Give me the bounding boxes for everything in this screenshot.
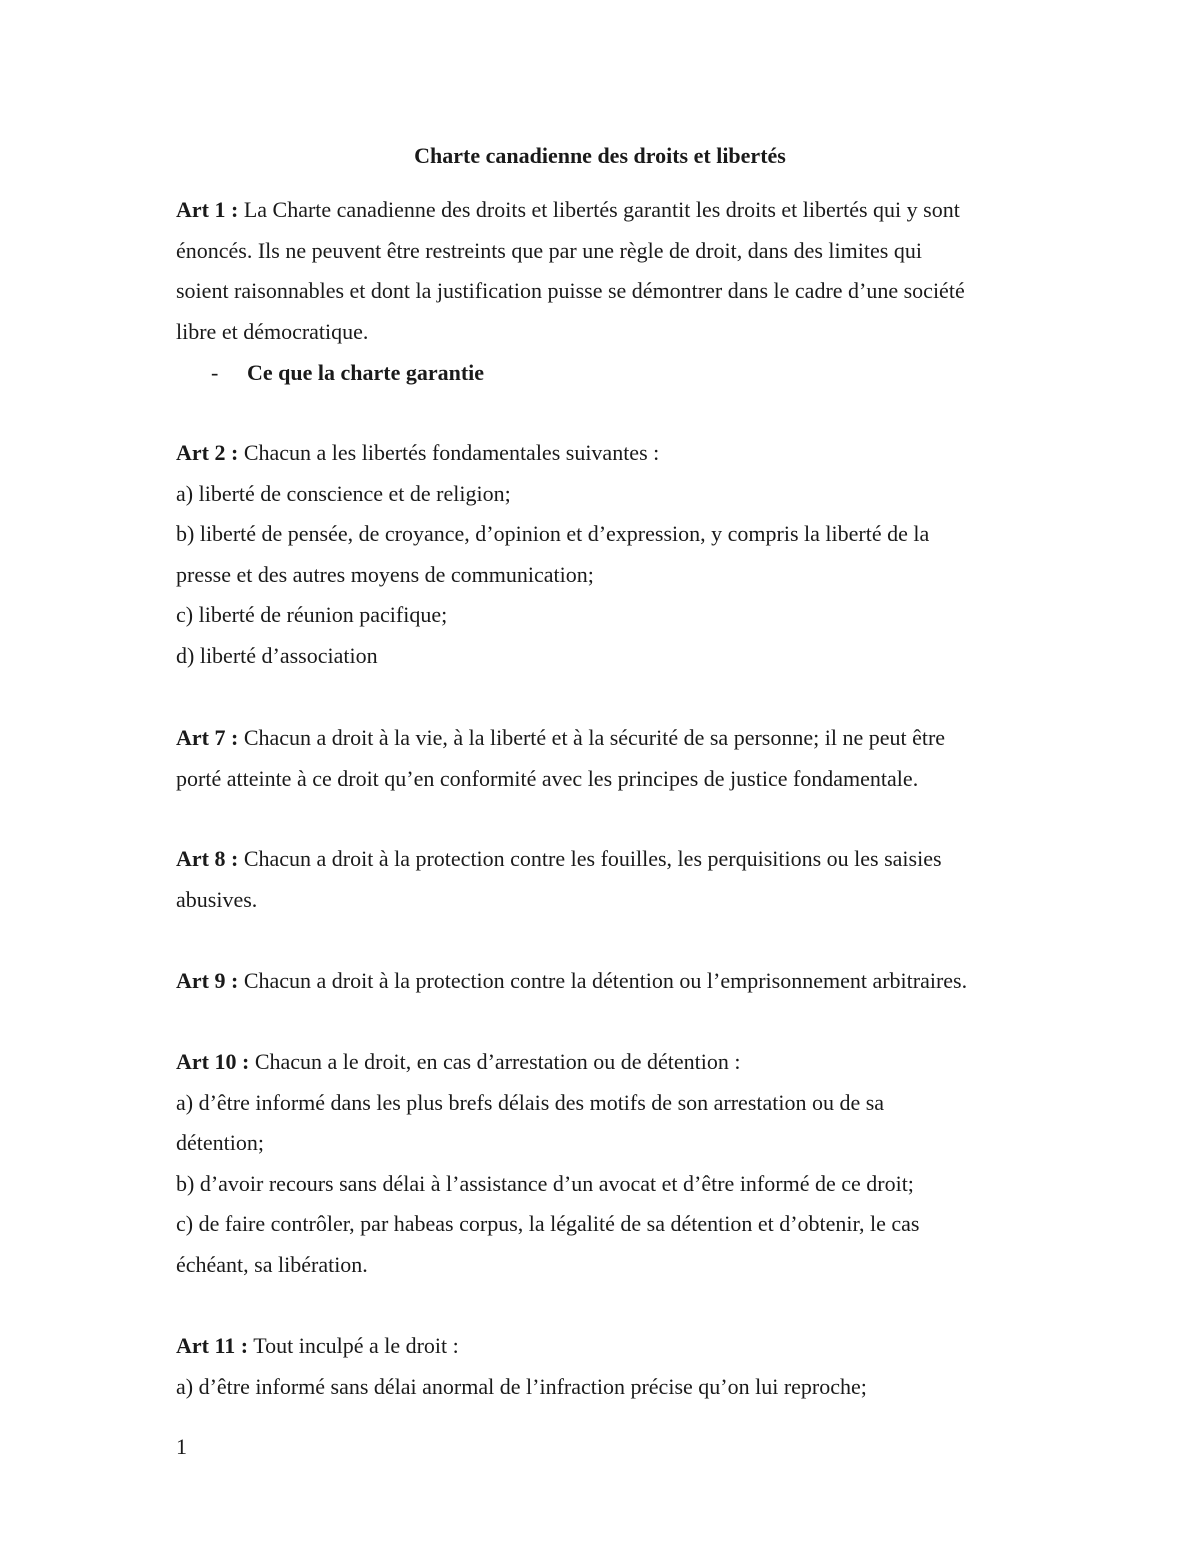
article-10-item-a: a) d’être informé dans les plus brefs délais des motifs de son arrestation ou de sa <box>176 1089 885 1115</box>
article-11-label: Art 11 : <box>176 1333 249 1358</box>
article-2-item-d: d) liberté d’association <box>176 642 378 668</box>
article-11 <box>176 1326 1056 1407</box>
article-8-label: Art 8 : <box>176 846 239 871</box>
article-10-label: Art 10 : <box>176 1049 250 1074</box>
article-7-line-2: porté atteinte à ce droit qu’en conformité avec les principes de justice fondamentale. <box>176 765 919 791</box>
article-1-label: Art 1 : <box>176 197 239 222</box>
article-2-item-b: b) liberté de pensée, de croyance, d’opinion et d’expression, y compris la liberté de la <box>176 521 930 547</box>
article-1-line-1 <box>176 190 1056 231</box>
article-9 <box>176 961 1056 1002</box>
article-1 <box>176 190 1056 352</box>
article-1-line-4: libre et démocratique. <box>176 318 369 344</box>
article-7 <box>176 718 1056 799</box>
article-10-intro: Chacun a le droit, en cas d’arrestation ou de détention : <box>249 1049 741 1074</box>
page-number: 1 <box>176 1434 187 1459</box>
article-10-item-b: b) d’avoir recours sans délai à l’assistance d’un avocat et d’être informé de ce droit; <box>176 1170 914 1196</box>
article-2-label: Art 2 : <box>176 440 239 465</box>
article-11-item-a: a) d’être informé sans délai anormal de l’infraction précise qu’on lui reproche; <box>176 1373 867 1399</box>
article-10-item-a-cont: détention; <box>176 1130 264 1156</box>
article-8-line-2: abusives. <box>176 886 258 912</box>
article-2 <box>176 433 1056 677</box>
article-2-line-1 <box>176 433 1056 474</box>
article-2-intro: Chacun a les libertés fondamentales suivantes : <box>238 440 660 465</box>
article-11-line-1 <box>176 1326 1056 1367</box>
article-1-line-2: énoncés. Ils ne peuvent être restreints que par une règle de droit, dans des limites qui <box>176 237 922 263</box>
article-2-item-a: a) liberté de conscience et de religion; <box>176 480 511 506</box>
article-7-line-1 <box>176 718 1056 759</box>
article-10-item-c-cont: échéant, sa libération. <box>176 1251 368 1277</box>
article-2-item-c: c) liberté de réunion pacifique; <box>176 602 448 628</box>
document-title: Charte canadienne des droits et libertés <box>414 143 786 168</box>
article-8-line-1 <box>176 839 1056 880</box>
article-8-text: Chacun a droit à la protection contre les fouilles, les perquisitions ou les saisies <box>238 846 942 871</box>
article-10 <box>176 1042 1056 1286</box>
article-9-line-1 <box>176 961 1056 1002</box>
article-10-item-c: c) de faire contrôler, par habeas corpus, la légalité de sa détention et d’obtenir, le cas <box>176 1211 920 1237</box>
article-9-text: Chacun a droit à la protection contre la détention ou l’emprisonnement arbitraires. <box>238 968 968 993</box>
article-10-line-1 <box>176 1042 1056 1083</box>
bullet-dash: - <box>211 360 219 385</box>
bullet-heading <box>211 358 484 388</box>
article-1-text: La Charte canadienne des droits et libertés garantit les droits et libertés qui y sont <box>238 197 960 222</box>
article-11-intro: Tout inculpé a le droit : <box>248 1333 459 1358</box>
article-7-text: Chacun a droit à la vie, à la liberté et à la sécurité de sa personne; il ne peut être <box>238 725 946 750</box>
article-1-line-3: soient raisonnables et dont la justification puisse se démontrer dans le cadre d’une société <box>176 278 965 304</box>
article-9-label: Art 9 : <box>176 968 239 993</box>
article-7-label: Art 7 : <box>176 725 239 750</box>
article-8 <box>176 839 1056 920</box>
bullet-heading-text: Ce que la charte garantie <box>247 360 485 385</box>
article-2-item-b-cont: presse et des autres moyens de communication; <box>176 561 594 587</box>
